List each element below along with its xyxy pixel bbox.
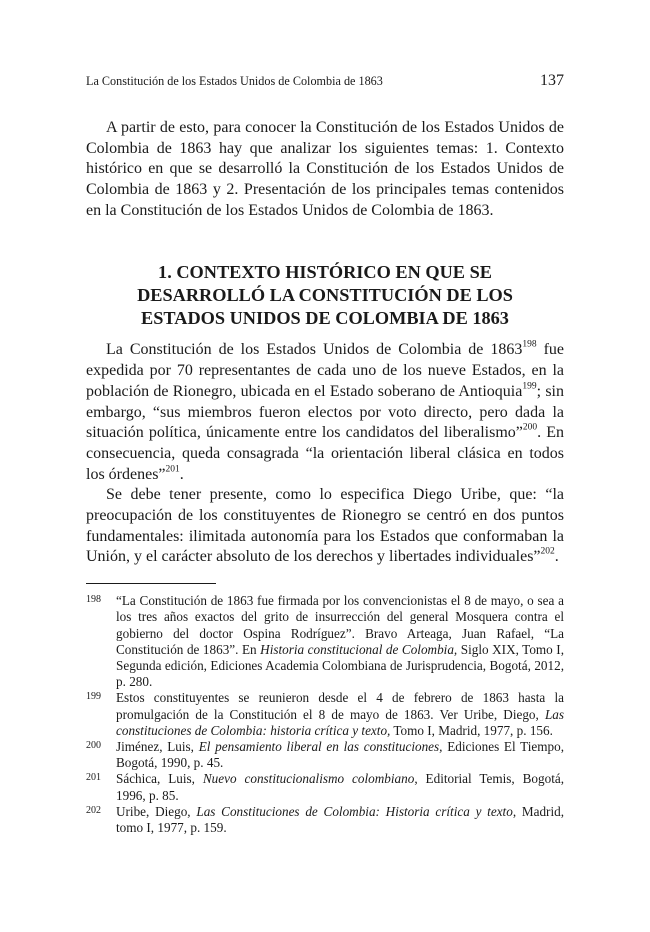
body-text [86,118,564,568]
footnote-text: Uribe, Diego, Las Constituciones de Colombia: Historia crítica y texto, Madrid, tomo I, 1977, p. 159. [116,803,564,835]
heading-line-1: 1. CONTEXTO HISTÓRICO EN QUE SE [158,261,492,282]
footnote-number: 198 [86,594,101,606]
footnote-ref-202[interactable]: 202 [540,546,555,557]
running-header [86,72,564,92]
footnote-198 [86,593,564,690]
footnote-text: “La Constitución de 1863 fue firmada por los convencionistas el 8 de mayo, o sea a los tres años exactos del grito de insurrección del general Mosquera contra el gobierno del doctor Ospina Rodríguez”. Bravo Arteaga, Juan Rafael, “La Constitución de 1863”. En Historia constitucional de Colombia, Siglo XIX, Tomo I, Segunda edición, Ediciones Academia Colombiana de Jurisprudencia, Bogotá, 2012, p. 280. [116,593,564,690]
footnote-202 [86,804,564,836]
footnote-ref-198[interactable]: 198 [522,339,537,350]
footnote-ref-200[interactable]: 200 [522,422,538,433]
footnote-200 [86,739,564,771]
footnote-201 [86,771,564,803]
footnote-199 [86,690,564,739]
section-heading [86,261,564,331]
footnote-ref-201[interactable]: 201 [165,464,180,475]
paragraph-1: La Constitución de los Estados Unidos de Colombia de 1863$^{198}$ fue expedida por 70 representantes de cada uno de los nueve Estados, en la población de Rionegro, ubicada en el Estado soberano de Antioquia$^{199}$; sin embargo, “sus miembros fueron electos por voto directo, pero dada la situación política, únicamente entre los candidatos del liberalismo”$^{200}$. En consecuencia, queda consagrada “la orientación liberal clásica en todos los órdenes”$^{201}$. [86,339,564,483]
intro-paragraph: A partir de esto, para conocer la Constitución de los Estados Unidos de Colombia de 1863 hay que analizar los siguientes temas: 1. Contexto histórico en que se desarrolló la Constitución de los Estados Unidos de Colombia de 1863 y 2. Presentación de los principales temas contenidos en la Constitución de los Estados Unidos de Colombia de 1863. [86,119,564,219]
footnote-number: 201 [86,772,101,784]
book-page [86,72,564,836]
footnote-ref-199[interactable]: 199 [522,381,537,392]
footnote-number: 200 [86,739,101,751]
footnote-text: Sáchica, Luis, Nuevo constitucionalismo colombiano, Editorial Temis, Bogotá, 1996, p. 85. [116,771,565,803]
paragraph-2: Se debe tener presente, como lo especifica Diego Uribe, que: “la preocupación de los constituyentes de Rionegro se centró en dos puntos fundamentales: ilimitada autonomía para los Estados que conformaban la Unión, y el carácter absoluto de los derechos y libertades individuales”$^{202}$. [86,486,564,566]
footnote-separator [86,583,216,584]
footnote-number: 202 [86,804,101,816]
footnote-text: Jiménez, Luis, El pensamiento liberal en las constituciones, Ediciones El Tiempo, Bogotá, 1990, p. 45. [116,738,564,771]
footnotes [86,593,564,836]
running-title: La Constitución de los Estados Unidos de Colombia de 1863 [86,74,383,88]
page-number: 137 [540,72,564,89]
heading-line-3: ESTADOS UNIDOS DE COLOMBIA DE 1863 [141,308,509,329]
footnote-number: 199 [86,691,101,703]
footnote-text: Estos constituyentes se reunieron desde el 4 de febrero de 1863 hasta la promulgación de la Constitución el 8 de mayo de 1863. Ver Uribe, Diego, Las constituciones de Colombia: historia crítica y texto, Tomo I, Madrid, 1977, p. 156. [116,690,564,738]
heading-line-2: DESARROLLÓ LA CONSTITUCIÓN DE LOS [137,284,513,305]
